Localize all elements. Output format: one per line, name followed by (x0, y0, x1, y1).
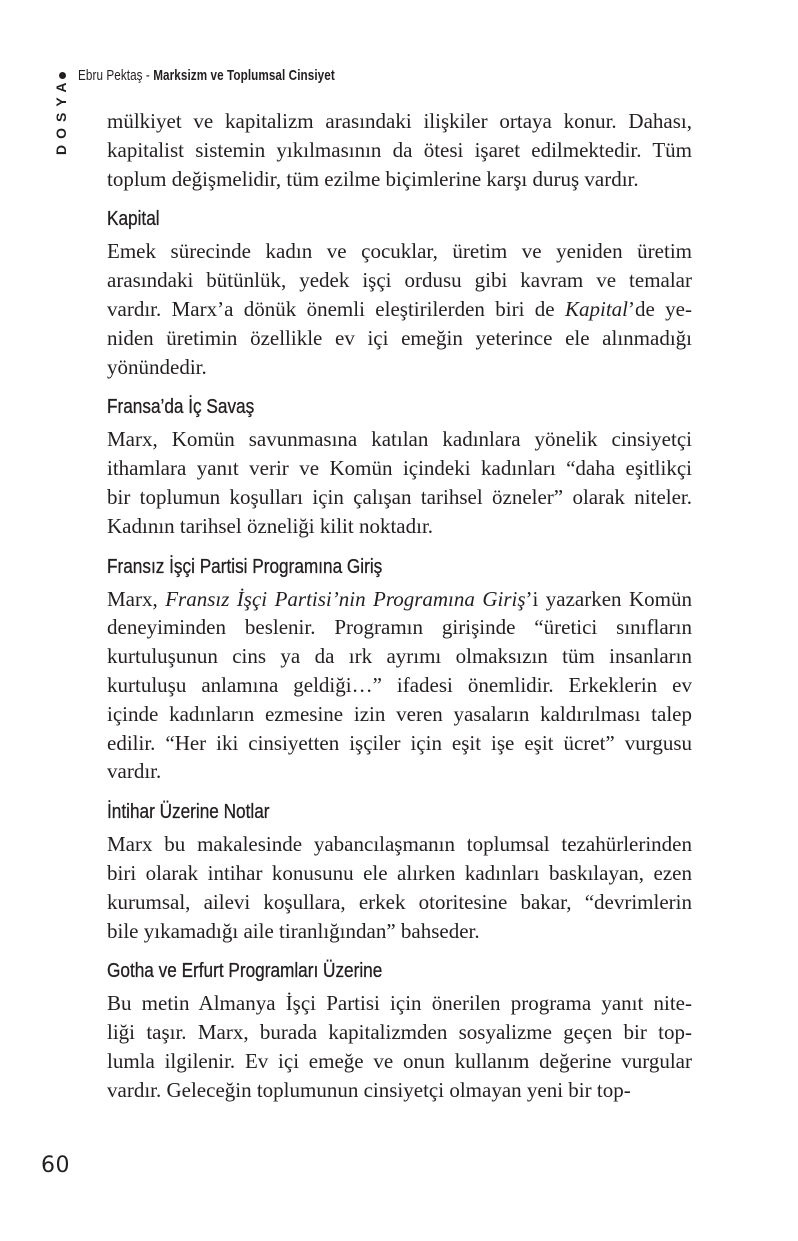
section-paragraph (107, 585, 692, 787)
text-line: yönündedir. (107, 354, 207, 379)
text-line: lumla ilgilenir. Ev içi emeğe ve onun kullanım değerine vurgular (107, 1048, 692, 1073)
text-line: Marx, Fransız İşçi Partisi’nin Programına Giriş’i yazarken Komün (107, 586, 692, 611)
text-line: niden üretimin özellikle ev içi emeğin yeterince ele alınmadığı (107, 325, 692, 350)
header-title: Marksizm ve Toplumsal Cinsiyet (153, 66, 335, 84)
header-author: Ebru Pektaş (78, 66, 143, 84)
section-paragraph (107, 425, 692, 540)
section-paragraph (107, 989, 692, 1104)
text-line: Bu metin Almanya İşçi Partisi için önerilen programa yanıt nite- (107, 991, 692, 1016)
text-line: toplum değişmelidir, tüm ezilme biçimlerine karşı duruş vardır. (107, 166, 639, 191)
text-line: Marx bu makalesinde yabancılaşmanın toplumsal tezahürlerinden (107, 832, 692, 857)
section-paragraph (107, 830, 692, 945)
text-line: vardır. (107, 759, 162, 784)
page-number: 60 (41, 1153, 70, 1178)
running-header-text (78, 67, 335, 84)
section-label: DOSYA (53, 76, 69, 155)
sections-container (107, 207, 692, 1104)
text-line: biri olarak intihar konusunu ele alırken kadınları baskılayan, ezen (107, 860, 692, 885)
text-line: ithamlara yanıt verir ve Komün içindeki kadınları “daha eşitlikçi (107, 456, 692, 481)
text-line: Emek sürecinde kadın ve çocuklar, üretim ve yeniden üretim (107, 239, 692, 264)
section-heading: Kapital (107, 208, 160, 231)
text-line: deneyiminden beslenir. Programın girişinde “üretici sınıfların (107, 615, 692, 640)
header-separator: - (142, 66, 154, 84)
article-body (107, 107, 692, 1105)
text-line: Kadının tarihsel özneliği kilit noktadır. (107, 513, 434, 538)
text-line: içinde kadınların ezmesine izin veren yasaların kaldırılması talep (107, 701, 692, 726)
text-line: kapitalist sistemin yıkılmasının da ötesi işaret edilmektedir. Tüm (107, 137, 692, 162)
text-line: kurumsal, ailevi koşullara, erkek otoritesine bakar, “devrimlerin (107, 889, 692, 914)
intro-paragraph (107, 107, 692, 193)
text-line: arasındaki bütünlük, yedek işçi ordusu gibi kavram ve temalar (107, 268, 692, 293)
running-header (56, 64, 407, 86)
text-line: bir toplumun koşulları için çalışan tarihsel özneler” olarak niteler. (107, 484, 692, 509)
section-heading: İntihar Üzerine Notlar (107, 801, 270, 824)
text-line: kurtuluşu anlamına geldiği…” ifadesi önemlidir. Erkeklerin ev (107, 672, 692, 697)
section-heading: Gotha ve Erfurt Programları Üzerine (107, 960, 383, 983)
text-line: Marx, Komün savunmasına katılan kadınlara yönelik cinsiyetçi (107, 427, 692, 452)
section-heading: Fransa’da İç Savaş (107, 396, 255, 419)
text-line: vardır. Marx’a dönük önemli eleştirilerden biri de Kapital’de ye- (107, 296, 692, 321)
text-line: mülkiyet ve kapitalizm arasındaki ilişkiler ortaya konur. Dahası, (107, 109, 692, 133)
text-line: edilir. “Her iki cinsiyetten işçiler için eşit işe eşit ücret” vurgusu (107, 730, 692, 755)
text-line: liği taşır. Marx, burada kapitalizmden sosyalizme geçen bir top- (107, 1020, 692, 1045)
section-paragraph (107, 237, 692, 381)
section-heading: Fransız İşçi Partisi Programına Giriş (107, 555, 383, 578)
text-line: kurtuluşunun cins ya da ırk ayrımı olmaksızın tüm insanların (107, 644, 692, 669)
text-line: vardır. Geleceğin toplumunun cinsiyetçi olmayan yeni bir top- (107, 1077, 631, 1102)
text-line: bile yıkamadığı aile tiranlığından” bahseder. (107, 918, 480, 943)
